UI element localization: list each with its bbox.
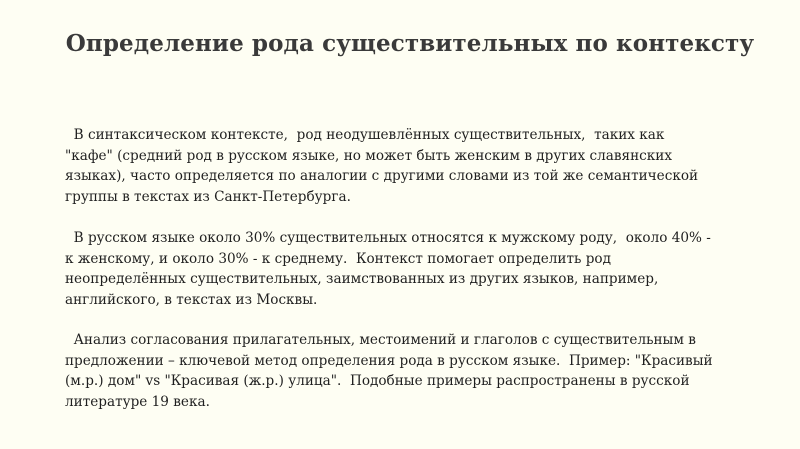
slide-title: Определение рода существительных по контексту [65,30,755,57]
paragraph-line: неопределённых существительных, заимствованных из других языков, например, [65,271,659,287]
paragraph-line: группы в текстах из Санкт-Петербурга. [65,188,351,205]
paragraph-line: предложении – ключевой метод определения рода в русском языке. Пример: "Красивый [65,352,713,369]
paragraph-line: В русском языке около 30% существительных относятся к мужскому роду, около 40% - [65,230,711,246]
paragraph-agreement-analysis [65,330,755,412]
paragraph-gender-statistics [65,228,755,310]
paragraph-line: (м.р.) дом" vs "Красивая (ж.р.) улица". Подобные примеры распространены в русской [65,373,690,389]
paragraph-line: языках), часто определяется по аналогии с другими словами из той же семантической [65,168,699,184]
paragraph-line: Анализ согласования прилагательных, местоимений и глаголов с существительным в [65,332,696,348]
paragraph-context-inanimate [65,125,755,207]
paragraph-line: английского, в текстах из Москвы. [65,291,318,308]
paragraph-line: В синтаксическом контексте, род неодушевлённых существительных, таких как [65,127,665,143]
paragraph-line: к женскому, и около 30% - к среднему. Контекст помогает определить род [65,250,611,267]
paragraph-line: литературе 19 века. [65,393,210,410]
paragraph-line: "кафе" (средний род в русском языке, но может быть женским в других славянских [65,147,673,164]
